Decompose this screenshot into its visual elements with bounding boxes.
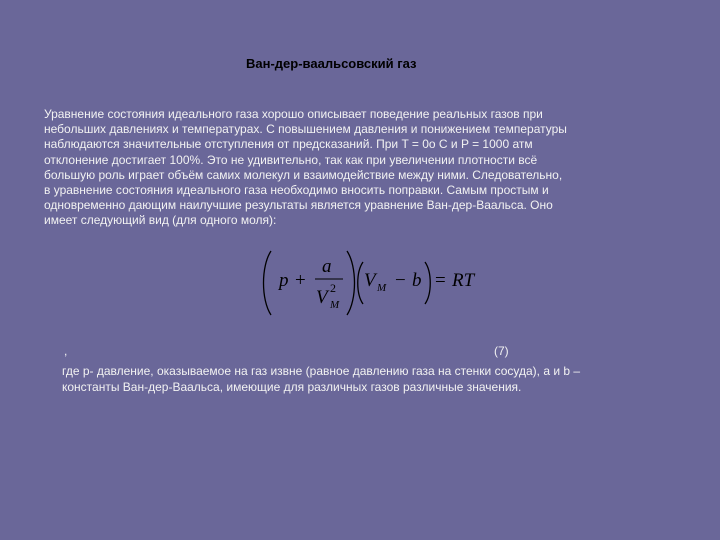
intro-line: большую роль играет объём самих молекул и взаимодействие между ними. Следовательно, (44, 167, 563, 182)
formula-plus: + (295, 270, 306, 291)
equation-number: (7) (494, 344, 509, 358)
right-paren-2 (425, 262, 430, 304)
intro-line: имеет следующий вид (для одного моля): (44, 213, 277, 228)
left-bracket (264, 251, 272, 315)
intro-line: отклонение достигает 100%. Это не удивительно, так как при увеличении плотности всё (44, 152, 538, 167)
formula-a: a (322, 256, 332, 277)
where-paragraph (62, 363, 682, 395)
formula-sub-m-denominator: M (330, 299, 340, 311)
formula-b: b (412, 270, 422, 291)
intro-paragraph (44, 107, 674, 229)
van-der-waals-equation (255, 248, 505, 318)
left-paren-2 (358, 262, 363, 304)
intro-line: в уравнение состояния идеального газа необходимо вносить поправки. Самым простым и (44, 183, 549, 198)
formula-exponent: 2 (330, 281, 336, 295)
intro-line: Уравнение состояния идеального газа хорошо описывает поведение реальных газов при (44, 107, 543, 121)
intro-line: небольших давлениях и температурах. С повышением давления и понижением температуры (44, 122, 567, 137)
formula-equals: = (435, 270, 446, 291)
formula-p: p (279, 270, 289, 291)
formula-v-denominator: V (316, 287, 328, 308)
intro-line: наблюдаются значительные отступления от предсказаний. При T = 0o C и P = 1000 атм (44, 137, 533, 152)
where-line: константы Ван-дер-Ваальса, имеющие для различных газов различные значения. (62, 380, 522, 394)
formula-sub-m: M (377, 282, 387, 294)
formula-v: V (364, 270, 376, 291)
right-bracket-1 (347, 251, 355, 315)
intro-line: одновременно дающим наилучшие результаты является уравнение Ван-дер-Ваальса. Оно (44, 198, 553, 213)
slide-title: Ван-дер-ваальсовский газ (246, 56, 417, 71)
formula-minus: − (395, 270, 406, 291)
formula-trailing-comma: , (64, 344, 68, 358)
where-line: где р- давление, оказываемое на газ извне (равное давлению газа на стенки сосуда), а и b – (62, 364, 581, 378)
formula-rhs: RT (452, 270, 475, 291)
